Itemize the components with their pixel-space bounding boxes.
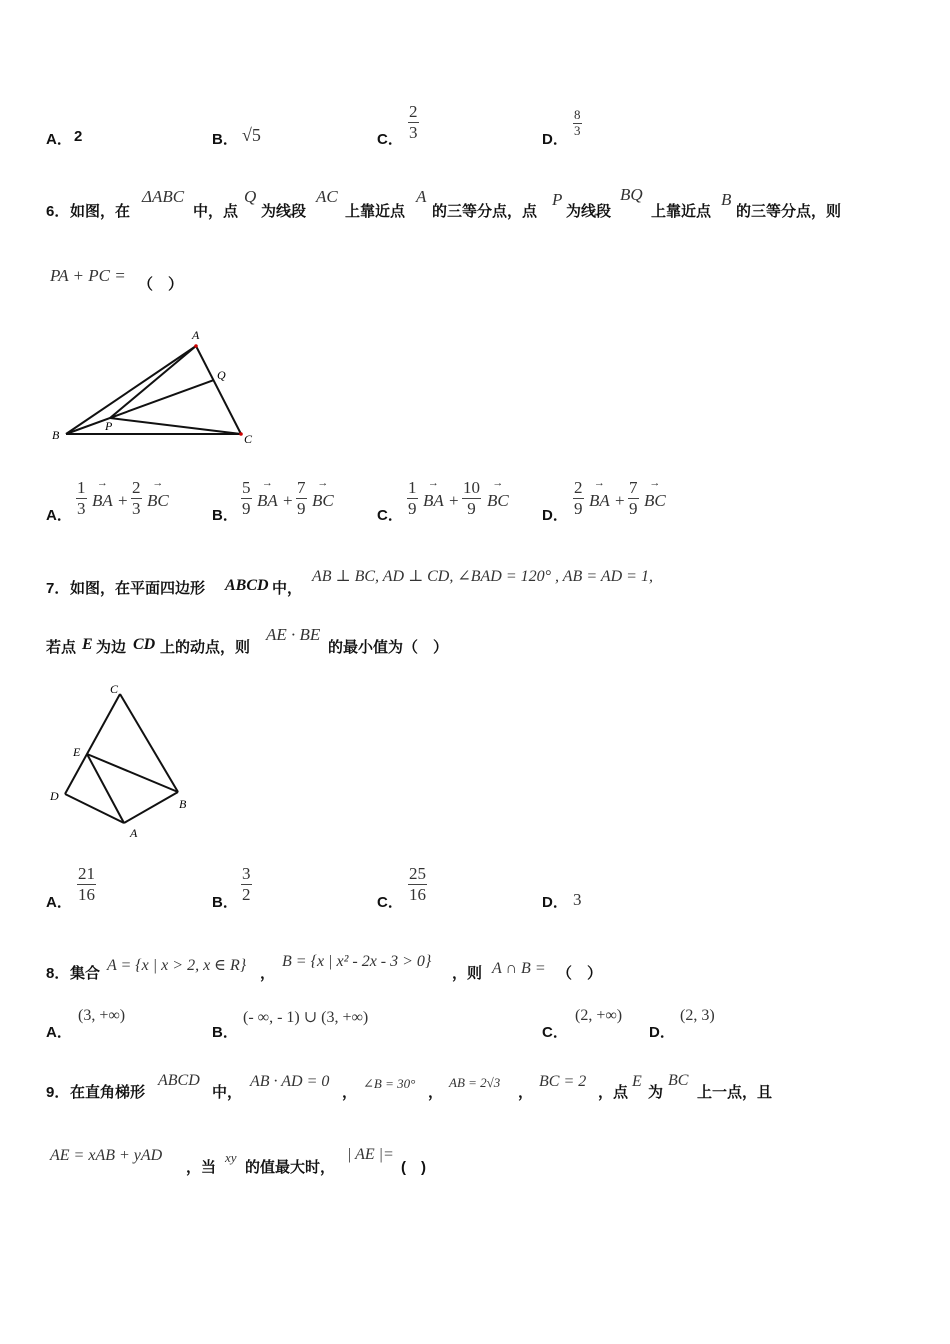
q6-segment-ac: AC — [316, 187, 338, 206]
q5-option-d-numerator: 8 — [574, 107, 581, 122]
q7-option-a-label: A． — [46, 894, 72, 911]
q6-option-d-v2-text: → BC — [644, 491, 666, 511]
q6-option-d-label: D． — [542, 507, 568, 524]
q6-option-d-v2 — [644, 491, 666, 511]
q8-option-c-value: (2, +∞) — [575, 1007, 623, 1024]
q6-option-b-v2-text: → BC — [312, 491, 334, 511]
q6-fig-label-a: A — [192, 328, 200, 342]
q8-option-a-value: (3, +∞) — [78, 1007, 126, 1024]
q6-option-a-n2: 2 — [132, 478, 141, 497]
q7-option-c-den: 16 — [409, 884, 426, 904]
q6-option-c-op: + — [449, 491, 459, 510]
q5-option-a-label: A． — [46, 131, 72, 148]
q9-answer-paren: ( ) — [401, 1159, 426, 1176]
q6-option-d-v1 — [589, 491, 610, 511]
q7-segment-eb — [87, 754, 178, 792]
q7-text-2: 中， — [272, 580, 303, 597]
q9-abcd: ABCD — [158, 1072, 200, 1089]
q7-text-6: 的最小值为（ ） — [328, 639, 449, 656]
q9-text-7: 的值最大时， — [245, 1159, 336, 1176]
q6-option-d-op: + — [615, 491, 625, 510]
q9-text-3: ，点 — [598, 1084, 629, 1101]
q8-option-a-label: A． — [46, 1024, 72, 1041]
q8-text-1: 集合 — [70, 965, 101, 982]
q9-bc-length: BC = 2 — [539, 1073, 587, 1090]
q5-option-d-fraction — [573, 108, 582, 139]
q6-option-b-v2 — [312, 491, 334, 511]
q9-text-6: ，当 — [186, 1159, 217, 1176]
q6-text-8: 的三等分点，则 — [736, 203, 842, 220]
q9-angle-b: ∠B = 30° — [363, 1076, 416, 1091]
q6-option-d-n1: 2 — [574, 478, 583, 497]
q7-option-b-num: 3 — [242, 864, 251, 883]
q6-option-a-label: A． — [46, 507, 72, 524]
q8-expression: A ∩ B = — [492, 960, 546, 977]
q6-point-p: P — [552, 190, 563, 209]
q8-option-b-value: (- ∞, - 1) ∪ (3, +∞) — [243, 1009, 369, 1026]
q6-fig-label-b: B — [52, 428, 60, 442]
q6-option-a-d2: 3 — [132, 498, 141, 518]
q6-option-b-d2: 9 — [297, 498, 306, 518]
q6-option-a-n1: 1 — [77, 478, 86, 497]
q5-option-c-numerator: 2 — [409, 102, 418, 121]
q6-option-c-frac2 — [462, 478, 481, 518]
q9-ab-length: AB = 2√3 — [449, 1075, 501, 1090]
q9-comma-1: ， — [342, 1084, 358, 1101]
q9-segment-bc: BC — [668, 1072, 689, 1089]
q6-expression: PA + PC = — [50, 266, 126, 285]
q7-option-a-fraction — [77, 864, 96, 904]
q6-option-b-frac2 — [296, 478, 307, 518]
q6-option-a-v2 — [147, 491, 169, 511]
q7-text-1: 如图，在平面四边形 — [70, 580, 206, 597]
q8-number: 8． — [46, 965, 70, 982]
q6-option-c-v2 — [487, 491, 509, 511]
q6-point-q: Q — [244, 187, 257, 206]
q7-option-a-num: 21 — [78, 864, 95, 883]
q6-fig-label-p: P — [105, 419, 113, 433]
q6-point-a: A — [416, 187, 427, 206]
q6-segment-pa-line — [110, 346, 196, 418]
q6-option-c-n1: 1 — [408, 478, 417, 497]
q9-text-1: 在直角梯形 — [70, 1084, 146, 1101]
q7-fig-label-c: C — [110, 682, 119, 696]
q6-option-c-label: C． — [377, 507, 403, 524]
q8-text-2: ，则 — [452, 965, 483, 982]
q6-option-b-v1 — [257, 491, 278, 511]
q6-option-b-n2: 7 — [297, 478, 306, 497]
q6-option-c-v1-text: → BA — [423, 491, 444, 511]
q6-option-d-n2: 7 — [629, 478, 638, 497]
q9-number: 9． — [46, 1084, 70, 1101]
q6-triangle: ΔABC — [142, 187, 185, 206]
q6-option-d-d2: 9 — [629, 498, 638, 518]
q6-option-a-v1 — [92, 491, 113, 511]
q6-option-a-op: + — [118, 491, 128, 510]
q8-option-c-label: C． — [542, 1024, 568, 1041]
q6-option-a-d1: 3 — [77, 498, 86, 518]
q9-xy: xy — [225, 1150, 237, 1165]
q6-option-c-v1 — [423, 491, 444, 511]
q7-edge-ba — [124, 792, 178, 823]
q7-option-b-label: B． — [212, 894, 238, 911]
q6-vertex-a-dot — [194, 344, 198, 348]
q9-text-4: 为 — [648, 1084, 664, 1101]
q7-edge-cd: CD — [133, 636, 156, 653]
q9-text-2: 中， — [212, 1084, 243, 1101]
q6-fig-label-q: Q — [217, 368, 226, 382]
q6-text-2: 中，点 — [193, 203, 239, 220]
q7-edge-dc — [65, 694, 120, 794]
q6-option-a-v2-text: → BC — [147, 491, 169, 511]
q6-option-b-label: B． — [212, 507, 238, 524]
q9-abs-ae: | AE |= — [347, 1146, 394, 1163]
q6-option-b-n1: 5 — [242, 478, 251, 497]
q6-option-c-n2: 10 — [463, 478, 480, 497]
q6-option-b-d1: 9 — [242, 498, 251, 518]
q6-point-b: B — [721, 190, 732, 209]
q7-option-b-den: 2 — [242, 884, 251, 904]
q8-option-d-value: (2, 3) — [680, 1007, 715, 1024]
q7-option-d-label: D． — [542, 894, 568, 911]
q6-number: 6． — [46, 203, 70, 220]
q7-text-5: 上的动点，则 — [160, 639, 251, 656]
q9-point-e: E — [632, 1073, 642, 1090]
q5-option-d-denominator: 3 — [574, 122, 581, 138]
q9-ae-expression: AE = xAB + yAD — [50, 1147, 163, 1164]
q6-option-c-v2-text: → BC — [487, 491, 509, 511]
q7-text-3: 若点 — [46, 639, 77, 656]
q9-text-5: 上一点，且 — [697, 1084, 773, 1101]
q5-option-c-label: C． — [377, 131, 403, 148]
q6-fig-label-c: C — [244, 432, 253, 446]
q6-option-a-v1-text: → BA — [92, 491, 113, 511]
q6-text-1: 如图，在 — [70, 203, 131, 220]
q8-set-a: A = {x | x > 2, x ∈ R} — [107, 957, 247, 974]
q8-option-d-label: D． — [649, 1024, 675, 1041]
q8-set-b: B = {x | x² - 2x - 3 > 0} — [282, 953, 432, 970]
q9-dot-product: AB · AD = 0 — [250, 1073, 330, 1090]
q6-option-d-v1-text: → BA — [589, 491, 610, 511]
q7-fig-label-b: B — [179, 797, 187, 811]
q7-conditions: AB ⊥ BC, AD ⊥ CD, ∠BAD = 120° , AB = AD = 1, — [312, 568, 653, 585]
q7-abcd: ABCD — [225, 577, 269, 594]
q6-answer-paren: （ ） — [138, 276, 184, 293]
q7-option-b-fraction — [241, 864, 252, 904]
q6-option-d-frac2 — [628, 478, 639, 518]
q5-option-c-denominator: 3 — [409, 122, 418, 142]
q5-option-b-label: B． — [212, 131, 238, 148]
q6-text-7: 上靠近点 — [651, 203, 712, 220]
q6-text-6: 为线段 — [566, 203, 612, 220]
q9-comma-3: ， — [518, 1084, 534, 1101]
q7-text-4: 为边 — [96, 639, 127, 656]
q6-option-a-frac1 — [76, 478, 87, 518]
q8-option-b-label: B． — [212, 1024, 238, 1041]
q7-option-c-num: 25 — [409, 864, 426, 883]
q7-number: 7． — [46, 580, 70, 597]
q7-option-c-fraction — [408, 864, 427, 904]
q7-expression: AE · BE — [266, 625, 321, 644]
q6-vertex-c-dot — [239, 432, 243, 436]
q6-edge-ac — [196, 346, 241, 434]
q7-quadrilateral-figure — [46, 680, 196, 840]
q9-comma-2: ， — [428, 1084, 444, 1101]
q6-option-c-d2: 9 — [467, 498, 476, 518]
q5-option-b-value: √5 — [242, 125, 261, 145]
q7-fig-label-e: E — [73, 745, 81, 759]
q7-point-e: E — [82, 636, 93, 653]
q7-fig-label-d: D — [50, 789, 59, 803]
q6-text-5: 的三等分点，点 — [432, 203, 538, 220]
q6-option-d-d1: 9 — [574, 498, 583, 518]
q6-segment-pc-line — [110, 418, 241, 434]
q6-option-c-frac1 — [407, 478, 418, 518]
q5-option-d-label: D． — [542, 131, 568, 148]
q6-text-3: 为线段 — [261, 203, 307, 220]
q8-answer-paren: （ ） — [557, 965, 603, 982]
q6-option-a-frac2 — [131, 478, 142, 518]
q5-option-c-fraction — [408, 102, 419, 142]
q6-option-b-op: + — [283, 491, 293, 510]
q8-comma: ， — [260, 965, 276, 982]
q7-option-a-den: 16 — [78, 884, 95, 904]
q7-option-c-label: C． — [377, 894, 403, 911]
q6-text-4: 上靠近点 — [345, 203, 406, 220]
q6-triangle-figure — [48, 326, 263, 448]
q6-option-d-frac1 — [573, 478, 584, 518]
q7-segment-ea — [87, 754, 124, 823]
q7-edge-cb — [120, 694, 178, 792]
q6-option-b-v1-text: → BA — [257, 491, 278, 511]
q5-option-a-value: 2 — [74, 128, 83, 145]
q7-option-d-value: 3 — [573, 890, 582, 909]
q6-option-c-d1: 9 — [408, 498, 417, 518]
q6-option-b-frac1 — [241, 478, 252, 518]
q6-segment-bq-line — [66, 380, 214, 434]
q7-fig-label-a: A — [130, 826, 138, 840]
q6-segment-bq: BQ — [620, 185, 643, 204]
